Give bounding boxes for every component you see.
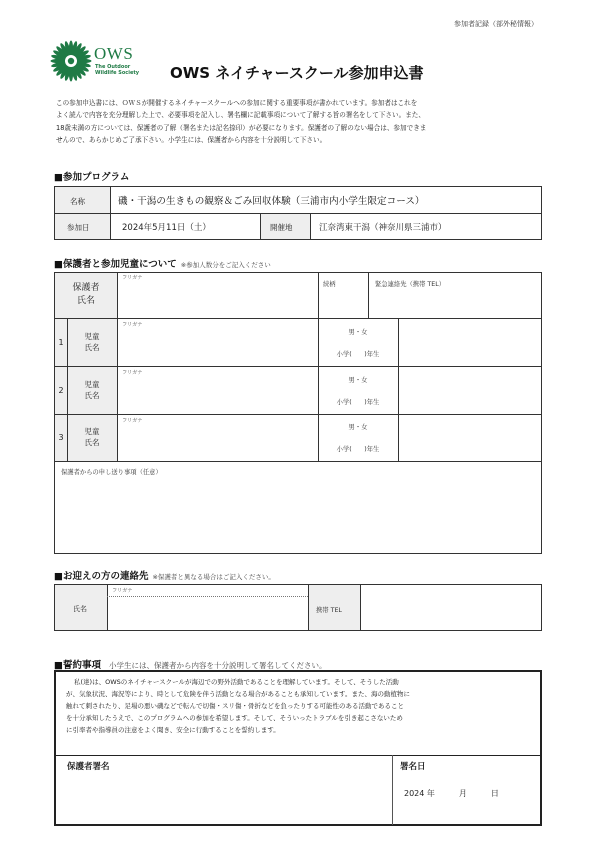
- guardian-notes-field[interactable]: [58, 478, 538, 550]
- intro-paragraph: この参加申込書には、ＯＷＳが開催するネイチャースクールへの参加に関する重要事項が書かれています。参加者はこれを よく読んで内容を充分理解した上で、必要事項を記入し、署名欄に記載事項について了解する旨の署名をして下さい。また、 18歳未満の方については、保護者の了解（署名または記名捺印）が必要になります。保護者の了解のない場合は、参加できま せんので、あらかじめご了承下さい。小学生には、保護者から内容を十分説明して下さい。: [56, 99, 427, 145]
- pledge-text: 私(達)は、OWSのネイチャースクールが海辺での野外活動であることを理解しています。そして、そうした活動 が、気象状況、海況等により、時として危険を伴う活動となる場合があることも承知しています。また、海の動植物に 触れて刺されたり、足場の悪い磯などで転んで切傷・スリ傷・骨折などを負ったりする可能性のある活動であること を十分承知したうえで、このプログラムへの参加を希望します。そして、そういったトラブルを引き起こさないため に引率者や指導員の注意をよく聞き、安全に行動することを誓約します。: [66, 678, 410, 734]
- child-extra-field[interactable]: [401, 321, 540, 364]
- signature-date-label: 署名日: [400, 762, 426, 772]
- program-name-label: 名称: [70, 197, 85, 206]
- pickup-name-field[interactable]: [110, 599, 306, 629]
- page-title: OWS ネイチャースクール参加申込書: [170, 64, 424, 82]
- child-extra-field[interactable]: [401, 369, 540, 412]
- guardian-name-field[interactable]: [120, 282, 316, 316]
- pickup-tel-label: 携帯 TEL: [316, 607, 342, 614]
- relation-label: 続柄: [323, 281, 336, 288]
- child-number: 3: [58, 433, 64, 442]
- child-number: 2: [58, 386, 64, 395]
- logo-subtitle: The Outdoor Wildlife Society: [95, 64, 140, 76]
- emergency-contact-field[interactable]: [372, 288, 540, 316]
- logo-name: OWS: [94, 44, 134, 63]
- guardian-name-label: 保護者 氏名: [72, 283, 100, 306]
- participants-heading: ■保護者と参加児童について ※参加人数分をご記入ください: [54, 259, 271, 270]
- child-furigana-label: フリガナ: [122, 322, 143, 328]
- pledge-heading: ■誓約事項 小学生には、保護者から内容を十分説明して署名してください。: [54, 660, 327, 671]
- emergency-contact-label: 緊急連絡先（携帯 TEL）: [375, 281, 446, 288]
- pickup-furigana-label: フリガナ: [112, 588, 133, 594]
- program-place-label: 開催地: [270, 223, 293, 232]
- program-date-label: 参加日: [67, 223, 90, 232]
- child-name-label: 児童 氏名: [84, 380, 100, 400]
- program-heading: ■参加プログラム: [54, 172, 130, 183]
- child-name-field[interactable]: [120, 376, 316, 412]
- program-name-value: 磯・干潟の生きもの観察＆ごみ回収体験（三浦市内小学生限定コース）: [118, 196, 425, 207]
- pickup-name-label: 氏名: [73, 605, 87, 613]
- signature-date-field[interactable]: 2024 年 月 日: [404, 789, 499, 798]
- child-grade-field[interactable]: 小学( )年生: [336, 351, 380, 358]
- child-gender-option[interactable]: 男・女: [348, 424, 368, 431]
- pickup-tel-field[interactable]: [363, 587, 540, 629]
- confidential-note: 参加者記録（部外秘情報）: [454, 20, 538, 28]
- child-extra-field[interactable]: [401, 417, 540, 459]
- ows-logo-icon: [50, 40, 92, 82]
- pickup-heading: ■お迎えの方の連絡先 ※保護者と異なる場合はご記入ください。: [54, 571, 275, 582]
- child-gender-option[interactable]: 男・女: [348, 377, 368, 384]
- guardian-notes-label: 保護者からの申し送り事項（任意）: [61, 469, 162, 476]
- program-date-value: 2024年5月11日（土）: [122, 223, 211, 233]
- child-name-field[interactable]: [120, 328, 316, 364]
- guardian-furigana-label: フリガナ: [122, 275, 143, 281]
- child-name-label: 児童 氏名: [84, 332, 100, 352]
- program-place-value: 江奈湾東干潟（神奈川県三浦市）: [319, 223, 447, 233]
- signature-label: 保護者署名: [67, 762, 110, 772]
- signature-field[interactable]: [60, 774, 388, 822]
- child-furigana-label: フリガナ: [122, 370, 143, 376]
- child-number: 1: [58, 338, 64, 347]
- relation-field[interactable]: [321, 288, 366, 316]
- child-grade-field[interactable]: 小学( )年生: [336, 446, 380, 453]
- child-name-label: 児童 氏名: [84, 427, 100, 447]
- child-grade-field[interactable]: 小学( )年生: [336, 399, 380, 406]
- child-furigana-label: フリガナ: [122, 418, 143, 424]
- child-name-field[interactable]: [120, 424, 316, 459]
- child-gender-option[interactable]: 男・女: [348, 329, 368, 336]
